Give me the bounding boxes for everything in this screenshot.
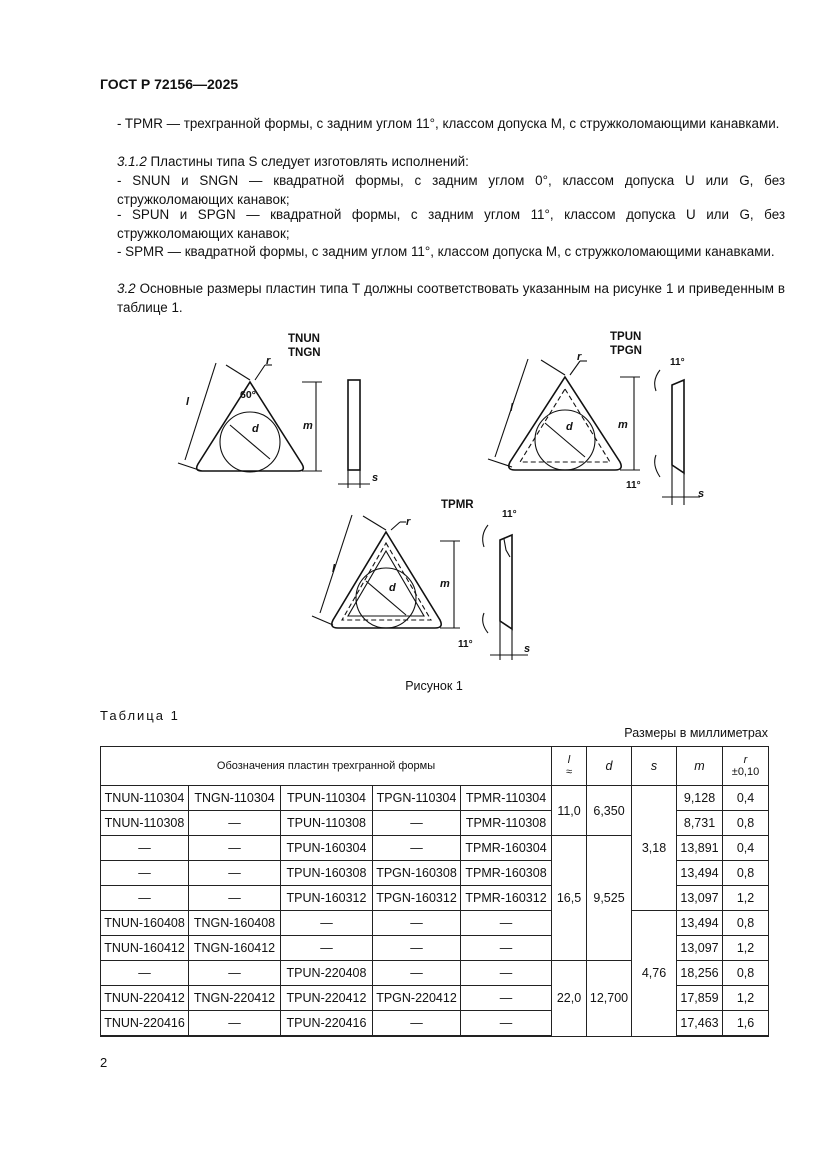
table-cell: TNUN-110304 — [101, 786, 189, 811]
table-cell-s: 3,18 — [632, 786, 677, 911]
table-cell: — — [373, 1011, 461, 1037]
table-cell: — — [189, 836, 281, 861]
table-cell: TPMR-160304 — [461, 836, 552, 861]
table-cell: TNUN-160408 — [101, 911, 189, 936]
table-cell: — — [189, 961, 281, 986]
dim-d-3: d — [389, 582, 396, 594]
table-row — [101, 786, 769, 811]
table-cell: TPUN-220408 — [281, 961, 373, 986]
table-cell: — — [189, 811, 281, 836]
standard-header: ГОСТ Р 72156—2025 — [100, 76, 239, 92]
dim-m-1: m — [303, 420, 313, 432]
table-caption: Таблица 1 — [100, 708, 180, 723]
angle-11-label-tpmr-bottom: 11° — [458, 639, 473, 650]
table-row — [101, 911, 769, 936]
table-cell: — — [189, 861, 281, 886]
header-designation: Обозначения пластин трехгранной формы — [101, 747, 552, 786]
header-m — [677, 747, 723, 786]
angle-11-label-bottom: 11° — [626, 480, 641, 491]
paragraph-tpmr: - TPMR — трехгранной формы, с задним углом 11°, классом допуска М, с стружколомающими канавками. — [117, 116, 780, 131]
table-cell: — — [373, 936, 461, 961]
dim-s-2: s — [698, 488, 705, 500]
table-cell-d: 9,525 — [587, 836, 632, 961]
header-r — [723, 747, 769, 786]
dim-s-3: s — [524, 643, 531, 655]
table-cell: TPUN-220412 — [281, 986, 373, 1011]
insert-tpmr-side-view — [483, 525, 531, 660]
table-cell: — — [373, 961, 461, 986]
table-cell: TPMR-110308 — [461, 811, 552, 836]
table-cell-r: 1,2 — [723, 886, 769, 911]
dim-l-2: l — [510, 402, 514, 414]
table-cell-m: 17,463 — [677, 1011, 723, 1037]
table-cell: TPUN-160312 — [281, 886, 373, 911]
page-number: 2 — [100, 1055, 108, 1070]
dim-d-2: d — [566, 421, 573, 433]
table-cell: — — [461, 911, 552, 936]
table-header-row — [101, 747, 769, 786]
header-s-symbol: s — [650, 759, 658, 773]
table-cell-s: 4,76 — [632, 911, 677, 1037]
dim-r-2: r — [577, 351, 582, 363]
table-cell-r: 1,2 — [723, 986, 769, 1011]
table-cell: — — [281, 911, 373, 936]
table-cell: — — [101, 861, 189, 886]
table-cell: — — [461, 936, 552, 961]
table-cell-l: 22,0 — [552, 961, 587, 1037]
header-l-symbol: l — [567, 754, 571, 766]
table-cell-d: 6,350 — [587, 786, 632, 836]
table-cell: TNGN-110304 — [189, 786, 281, 811]
table-units: Размеры в миллиметрах — [624, 726, 768, 740]
table-cell-m: 13,891 — [677, 836, 723, 861]
table-cell-m: 13,494 — [677, 911, 723, 936]
header-s — [632, 747, 677, 786]
table-cell: TNGN-160412 — [189, 936, 281, 961]
label-tpgn: TPGN — [610, 345, 642, 357]
table-cell: TPGN-110304 — [373, 786, 461, 811]
table-cell-m: 18,256 — [677, 961, 723, 986]
table-cell-m: 13,097 — [677, 886, 723, 911]
label-tpun: TPUN — [610, 331, 642, 343]
table-cell: TPMR-160312 — [461, 886, 552, 911]
dim-m-2: m — [618, 419, 628, 431]
table-cell: — — [373, 811, 461, 836]
table-cell-m: 13,097 — [677, 936, 723, 961]
table-cell: TPMR-110304 — [461, 786, 552, 811]
figure-caption: Рисунок 1 — [405, 679, 463, 693]
table-cell-m: 17,859 — [677, 986, 723, 1011]
table-cell-r: 0,4 — [723, 786, 769, 811]
paragraph-snun: - SNUN и SNGN — квадратной формы, с задним углом 0°, классом допуска U или G, без стружколомающих канавок; — [117, 173, 785, 207]
table-cell: — — [101, 961, 189, 986]
header-m-symbol: m — [694, 759, 705, 773]
table-cell-l: 11,0 — [552, 786, 587, 836]
header-d — [587, 747, 632, 786]
table-cell-r: 0,4 — [723, 836, 769, 861]
table-cell: — — [189, 886, 281, 911]
label-tngn: TNGN — [288, 347, 321, 359]
paragraph-spmr: - SPMR — квадратной формы, с задним углом 11°, классом допуска М, с стружколомающими канавками. — [117, 244, 775, 259]
table-cell-m: 8,731 — [677, 811, 723, 836]
paragraph-spun: - SPUN и SPGN — квадратной формы, с задним углом 11°, классом допуска U или G, без стружколомающих канавок; — [117, 207, 785, 241]
header-r-tolerance: ±0,10 — [731, 766, 760, 778]
label-tpmr: TPMR — [441, 499, 474, 511]
dim-d-1: d — [252, 423, 259, 435]
dimensions-table — [100, 746, 769, 1037]
paragraph-3-2 — [100, 279, 785, 317]
table-cell: TNUN-220412 — [101, 986, 189, 1011]
table-cell-r: 1,6 — [723, 1011, 769, 1037]
table-cell: — — [461, 961, 552, 986]
table-cell-r: 0,8 — [723, 911, 769, 936]
table-cell: TNGN-220412 — [189, 986, 281, 1011]
header-l-approx: ≈ — [565, 766, 573, 778]
figure-1-drawing — [100, 325, 768, 675]
table-cell: — — [101, 836, 189, 861]
table-cell: TNGN-160408 — [189, 911, 281, 936]
table-cell: TPGN-220412 — [373, 986, 461, 1011]
table-cell: TNUN-220416 — [101, 1011, 189, 1037]
header-d-symbol: d — [605, 759, 613, 773]
clause-number: 3.1.2 — [117, 154, 147, 169]
table-cell: — — [373, 836, 461, 861]
insert-tpun-side-view — [655, 370, 700, 505]
table-cell-r: 0,8 — [723, 961, 769, 986]
table-cell-m: 9,128 — [677, 786, 723, 811]
header-l — [552, 747, 587, 786]
table-cell: TPGN-160312 — [373, 886, 461, 911]
insert-tpun-top-view — [488, 359, 640, 470]
dim-s-1: s — [372, 472, 379, 484]
table-cell: TPUN-110308 — [281, 811, 373, 836]
table-cell: TPUN-220416 — [281, 1011, 373, 1037]
table-cell: TPUN-160308 — [281, 861, 373, 886]
dim-m-3: m — [440, 578, 450, 590]
table-cell-r: 1,2 — [723, 936, 769, 961]
dim-l-1: l — [186, 396, 190, 408]
insert-tnun-side-view — [338, 380, 370, 488]
angle-11-label-tpmr-top: 11° — [502, 509, 517, 520]
paragraph-3-1-2 — [100, 152, 785, 171]
table-cell: — — [373, 911, 461, 936]
table-cell: TPUN-110304 — [281, 786, 373, 811]
table-cell: — — [461, 986, 552, 1011]
table-cell: TNUN-160412 — [101, 936, 189, 961]
dim-r-3: r — [406, 516, 411, 528]
table-cell-d: 12,700 — [587, 961, 632, 1037]
table-cell: — — [281, 936, 373, 961]
dim-r-1: r — [266, 355, 271, 367]
table-cell: — — [461, 1011, 552, 1037]
clause-text: Основные размеры пластин типа Т должны соответствовать указанным на рисунке 1 и приведенным в таблице 1. — [117, 281, 785, 315]
table-cell: TNUN-110308 — [101, 811, 189, 836]
table-cell-r: 0,8 — [723, 811, 769, 836]
table-cell-r: 0,8 — [723, 861, 769, 886]
header-r-symbol: r — [743, 754, 748, 766]
table-cell: TPGN-160308 — [373, 861, 461, 886]
table-cell: TPMR-160308 — [461, 861, 552, 886]
table-cell-m: 13,494 — [677, 861, 723, 886]
angle-60-label: 60° — [240, 389, 256, 401]
table-cell: — — [189, 1011, 281, 1037]
table-cell: — — [101, 886, 189, 911]
table-cell: TPUN-160304 — [281, 836, 373, 861]
insert-tnun-top-view — [178, 363, 322, 472]
label-tnun: TNUN — [288, 333, 320, 345]
dim-l-3: l — [332, 563, 336, 575]
clause-number: 3.2 — [117, 281, 136, 296]
table-cell-l: 16,5 — [552, 836, 587, 961]
angle-11-label-top: 11° — [670, 357, 685, 368]
clause-text: Пластины типа S следует изготовлять исполнений: — [146, 154, 469, 169]
